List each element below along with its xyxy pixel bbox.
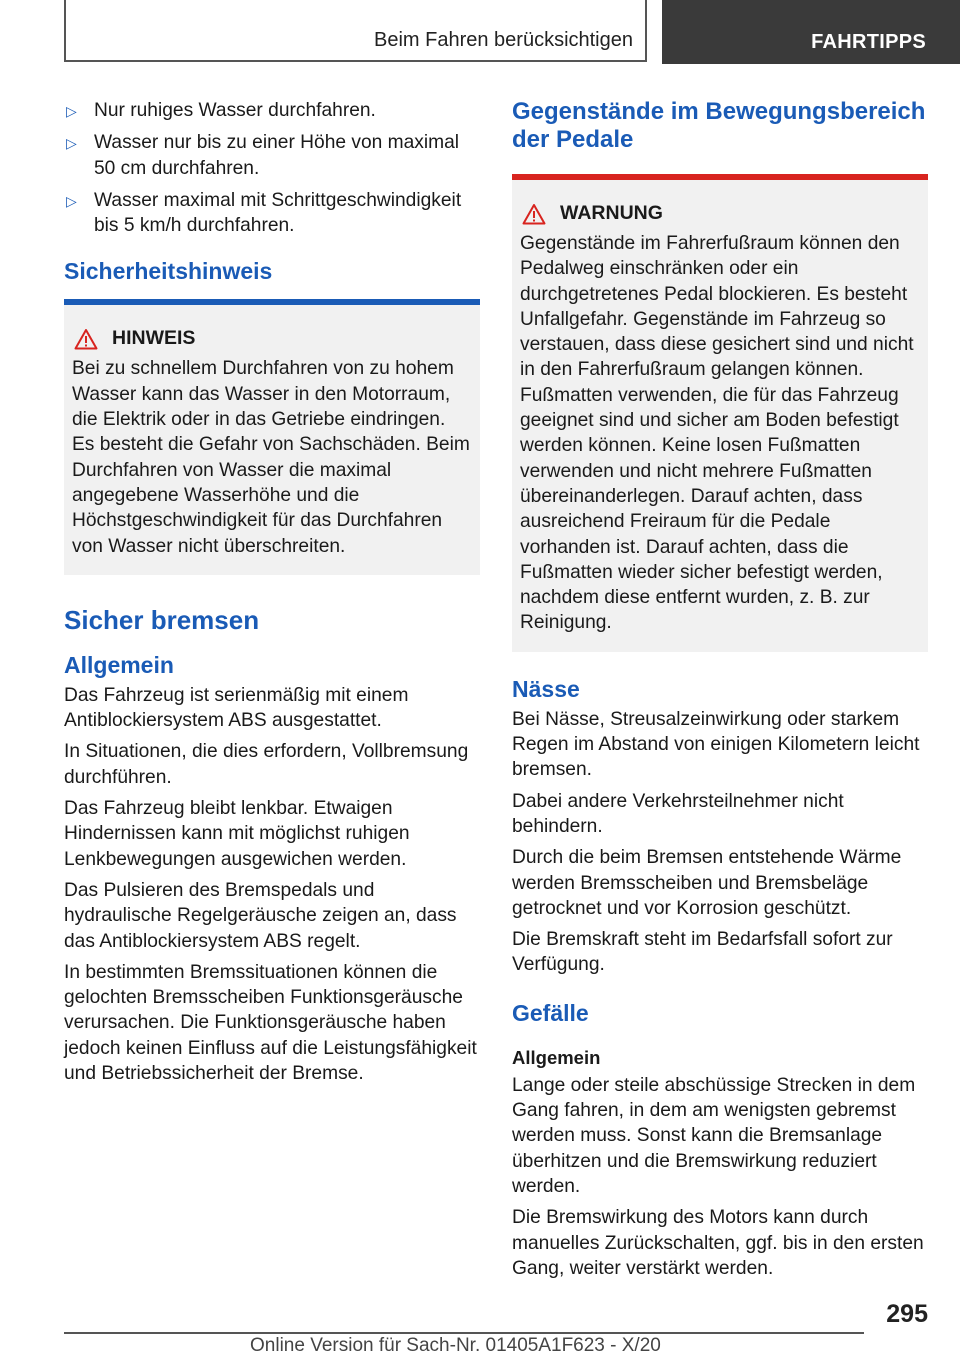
note-title-row — [72, 327, 472, 350]
general-heading: Allgemein — [64, 651, 174, 678]
paragraph: Lange oder steile abschüssige Strecken in dem Gang fahren, in dem am wenigsten gebremst werden muss. Sonst kann die Bremsanlage überhitzen und die Bremswirkung reduziert werden. — [512, 1074, 916, 1197]
header-subsection-title: Beim Fahren berücksichtigen — [373, 29, 633, 51]
paragraph: Das Pulsieren des Bremspedals und hydraulische Regelgeräusche zeigen an, dass das Antiblockiersystem ABS regelt. — [64, 879, 457, 952]
bullet-item — [64, 98, 480, 123]
note-title: HINWEIS — [112, 327, 196, 350]
paragraph: Bei Nässe, Streusalzeinwirkung oder starkem Regen im Abstand von einigen Kilometern leicht bremsen. — [512, 708, 920, 781]
header-section-label: FAHRTIPPS — [662, 0, 960, 64]
warning-text: Gegenstände im Fahrerfußraum können den Pedalweg einschränken oder ein durchgetretenes Pedal blockieren. Es besteht Unfallgefahr. Gegenstände im Fahrzeug so verstauen, dass diese gesichert sind und nicht in den Fahrerfußraum gelangen können. Fußmatten verwenden, die für das Fahrzeug geeignet sind und sicher am Boden befestigt werden können. Keine losen Fußmatten verwenden und nicht mehrere Fußmatten übereinanderlegen. Darauf achten, dass ausreichend Freiraum für die Pedale vorhanden ist. Darauf achten, dass die Fußmatten wieder sicher befestigt werden, nachdem diese entfernt wurden, z. B. zur Reinigung. — [520, 233, 914, 634]
paragraph: Die Bremskraft steht im Bedarfsfall sofort zur Verfügung. — [512, 929, 893, 976]
slope-heading: Gefälle — [512, 999, 589, 1026]
bullet-item — [64, 188, 480, 239]
warning-title: WARNUNG — [560, 202, 663, 224]
safety-heading: Sicherheitshinweis — [64, 258, 273, 285]
header-subsection-tab — [64, 0, 647, 62]
bullet-text: Wasser maximal mit Schrittgeschwindigkeit bis 5 km/h durchfahren. — [94, 189, 462, 237]
left-column — [64, 98, 480, 1092]
footer-divider — [64, 1332, 864, 1334]
right-column — [512, 98, 928, 1287]
bullet-text: Wasser nur bis zu einer Höhe von maximal 50 cm durchfahren. — [94, 132, 460, 179]
paragraph: Das Fahrzeug bleibt lenkbar. Etwaigen Hindernissen kann mit möglichst ruhigen Lenkbewegungen ausgewichen werden. — [64, 798, 410, 870]
paragraph: Das Fahrzeug ist serienmäßig mit einem Antiblockiersystem ABS ausgestattet. — [64, 684, 409, 732]
paragraph: In Situationen, die dies erfordern, Vollbremsung durchführen. — [64, 741, 469, 788]
pedal-heading: Gegenstände im Bewegungsbereich der Pedale — [512, 98, 926, 153]
bullet-item — [64, 130, 480, 181]
paragraph: Die Bremswirkung des Motors kann durch manuelles Zurückschalten, ggf. bis in den ersten Gang, weiter verstärkt werden. — [512, 1207, 924, 1279]
wet-heading: Nässe — [512, 675, 580, 702]
triangle-bullet-icon: ▷ — [66, 103, 77, 119]
note-text: Bei zu schnellem Durchfahren von zu hohem Wasser kann das Wasser in den Motorraum, die Elektrik oder in das Getriebe eindringen. Es besteht die Gefahr von Sachschäden. Beim Durchfahren von Wasser die maximal angegebene Wasserhöhe und die Höchstgeschwindigkeit für das Durchfahren von Wasser nicht überschreiten. — [72, 358, 470, 557]
paragraph: Dabei andere Verkehrsteilnehmer nicht behindern. — [512, 790, 844, 837]
triangle-bullet-icon: ▷ — [66, 192, 77, 209]
brake-heading: Sicher bremsen — [64, 604, 260, 635]
triangle-bullet-icon: ▷ — [66, 135, 77, 152]
warning-triangle-icon — [522, 203, 546, 225]
slope-subheading: Allgemein — [512, 1046, 601, 1068]
warning-title-row — [520, 202, 920, 225]
paragraph: In bestimmten Bremssituationen können die gelochten Bremsscheiben Funktionsgeräusche verursachen. Die Funktionsgeräusche haben jedoch keinen Einfluss auf die Leistungsfähigkeit und Betriebssicherheit der Bremse. — [64, 961, 477, 1085]
water-bullet-list — [64, 98, 480, 238]
bullet-text: Nur ruhiges Wasser durchfahren. — [94, 100, 376, 121]
warning-triangle-icon — [74, 328, 98, 350]
page-number: 295 — [886, 1300, 928, 1328]
warning-box — [512, 174, 928, 652]
paragraph: Durch die beim Bremsen entstehende Wärme werden Bremsscheiben und Bremsbeläge getrocknet und vor Korrosion geschützt. — [512, 847, 902, 919]
online-version-note: Online Version für Sach-Nr. 01405A1F623 - X/20 — [250, 1335, 661, 1356]
note-box — [64, 299, 480, 574]
